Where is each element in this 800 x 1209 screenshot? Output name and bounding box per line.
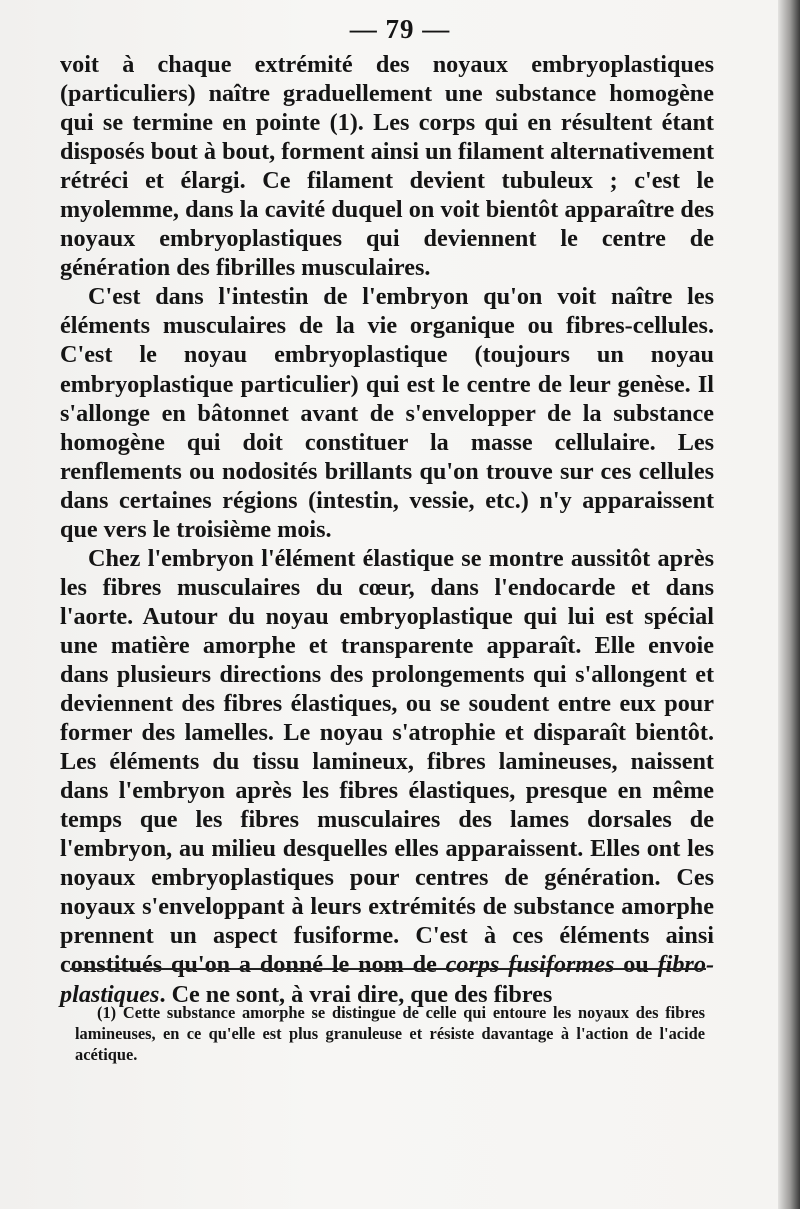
paragraph-3-text: Chez l'embryon l'élément élastique se montre aussitôt après les fibres musculaires du cœur, dans l'endocarde et dans l'aorte. Autour du noyau embryoplastique qui lui est spécial une matière amorphe et transparente apparaît. Elle envoie dans plusieurs directions des prolongements qui s'allongent et deviennent des fibres élastiques, ou se soudent entre eux pour former des lamelles. Le noyau s'atrophie et disparaît bientôt. Les éléments du tissu lamineux, fibres lamineuses, naissent dans l'embryon après les fibres élastiques, presque en même temps que les fibres musculaires des lames dorsales de l'embryon, au milieu desquelles elles apparaissent. Elles ont les noyaux embryoplastiques pour centres de génération. Ces noyaux s'enveloppant à leurs extrémités de substance amorphe prennent un aspect fusiforme. C'est à ces éléments ainsi constitués qu'on a donné le nom de xyxy=(60,544,714,979)
footnote xyxy=(75,1002,705,1065)
paragraph-3-connector: ou xyxy=(614,951,658,979)
footnote-text: (1) Cette substance amorphe se distingue de celle qui entoure les noyaux des fibres lamineuses, en ce qu'elle est plus granuleuse et résiste davantage à l'action de l'acide acétique. xyxy=(75,1003,705,1064)
term-fibro-plastiques: fibro-plastiques xyxy=(60,951,714,1008)
paragraph-2-text: C'est dans l'intestin de l'embryon qu'on voit naître les éléments musculaires de la vie organique ou fibres-cellules. C'est le noyau embryoplastique (toujours un noyau embryoplastique particulier) qui est le centre de leur genèse. Il s'allonge en bâtonnet avant de s'envelopper de la substance homogène qui doit constituer la masse cellulaire. Les renflements ou nodosités brillants qu'on trouve sur ces cellules dans certaines régions (intestin, vessie, etc.) n'y apparaissent que vers le troisième mois. xyxy=(60,283,714,543)
footnote-divider xyxy=(70,968,706,970)
paragraph-2 xyxy=(60,282,714,543)
paragraph-3-end: . Ce ne sont, à vrai dire, que des fibres xyxy=(159,980,553,1008)
term-corps-fusiformes: corps fusiformes xyxy=(445,951,615,979)
main-text xyxy=(60,50,714,1009)
page-number: — 79 — xyxy=(349,14,451,44)
paragraph-1-text: voit à chaque extrémité des noyaux embryoplastiques (particuliers) naître graduellement une substance homogène qui se termine en pointe (1). Les corps qui en résultent étant disposés bout à bout, forment ainsi un filament alternativement rétréci et élargi. Ce filament devient tubuleux ; c'est le myolemme, dans la cavité duquel on voit bientôt apparaître des noyaux embryoplastiques qui deviennent le centre de génération des fibrilles musculaires. xyxy=(60,51,714,282)
paragraph-3 xyxy=(60,544,714,1009)
page-edge-shadow xyxy=(778,0,800,1209)
paragraph-1 xyxy=(60,50,714,282)
